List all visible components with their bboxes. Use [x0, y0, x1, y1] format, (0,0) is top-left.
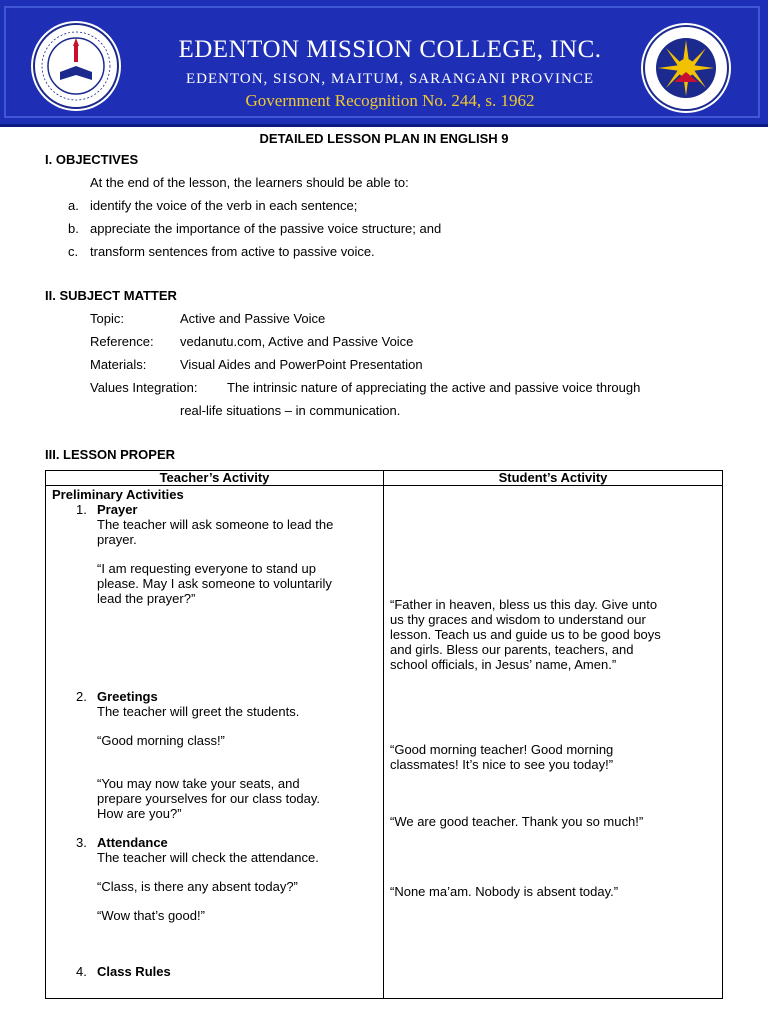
attendance-number: 3.	[76, 835, 87, 850]
objectives-heading: I. OBJECTIVES	[45, 152, 139, 167]
student-activity-header: Student’s Activity	[384, 471, 723, 486]
student-prayer-line5: school officials, in Jesus’ name, Amen.”	[390, 657, 617, 672]
greetings-title: Greetings	[97, 689, 158, 704]
student-prayer-line3: lesson. Teach us and guide us to be good boys	[390, 627, 661, 642]
values-integration-line2: real-life situations – in communication.	[180, 403, 401, 418]
lesson-proper-heading: III. LESSON PROPER	[45, 447, 176, 462]
objective-a-text: identify the voice of the verb in each sentence;	[90, 198, 358, 213]
preliminary-activities-label: Preliminary Activities	[52, 487, 184, 502]
subject-matter-heading: II. SUBJECT MATTER	[45, 288, 177, 303]
student-prayer-line4: and girls. Bless our parents, teachers, and	[390, 642, 634, 657]
document-title: DETAILED LESSON PLAN IN ENGLISH 9	[259, 131, 509, 146]
header-banner	[0, 0, 768, 127]
objective-a-marker: a.	[68, 198, 79, 213]
objective-c-text: transform sentences from active to passive voice.	[90, 244, 375, 259]
student-greeting-line2: classmates! It’s nice to see you today!”	[390, 757, 614, 772]
college-seal-icon	[30, 20, 122, 112]
ched-seal-icon	[640, 22, 732, 114]
student-greeting-line1: “Good morning teacher! Good morning	[390, 742, 614, 757]
prayer-quote-line1: “I am requesting everyone to stand up	[97, 561, 316, 576]
attendance-desc: The teacher will check the attendance.	[97, 850, 319, 865]
attendance-quote2: “Wow that’s good!”	[97, 908, 205, 923]
greetings-number: 2.	[76, 689, 87, 704]
greetings-quote: “Good morning class!”	[97, 733, 225, 748]
materials-label: Materials:	[90, 357, 147, 372]
greetings-quote2-line1: “You may now take your seats, and	[97, 776, 300, 791]
topic-label: Topic:	[90, 311, 124, 326]
class-rules-number: 4.	[76, 964, 87, 979]
attendance-title: Attendance	[97, 835, 168, 850]
prayer-title: Prayer	[97, 502, 138, 517]
prayer-number: 1.	[76, 502, 87, 517]
student-greeting-response: “We are good teacher. Thank you so much!”	[390, 814, 644, 829]
prayer-desc-line2: prayer.	[97, 532, 137, 547]
reference-label: Reference:	[90, 334, 154, 349]
teacher-activity-header: Teacher’s Activity	[46, 471, 384, 486]
greetings-quote2-line3: How are you?”	[97, 806, 182, 821]
lesson-table	[45, 470, 723, 999]
prayer-quote-line2: please. May I ask someone to voluntarily	[97, 576, 332, 591]
student-prayer-line1: “Father in heaven, bless us this day. Give unto	[390, 597, 658, 612]
values-integration-line1: The intrinsic nature of appreciating the active and passive voice through	[227, 380, 641, 395]
college-name: EDENTON MISSION COLLEGE, INC.	[178, 36, 602, 63]
attendance-quote: “Class, is there any absent today?”	[97, 879, 298, 894]
prayer-desc-line1: The teacher will ask someone to lead the	[97, 517, 334, 532]
reference-value: vedanutu.com, Active and Passive Voice	[180, 334, 414, 349]
government-recognition: Government Recognition No. 244, s. 1962	[245, 91, 535, 110]
student-attendance-response: “None ma’am. Nobody is absent today.”	[390, 884, 619, 899]
objectives-intro: At the end of the lesson, the learners should be able to:	[90, 175, 409, 190]
class-rules-title: Class Rules	[97, 964, 171, 979]
prayer-quote-line3: lead the prayer?”	[97, 591, 196, 606]
values-integration-label: Values Integration:	[90, 380, 198, 395]
materials-value: Visual Aides and PowerPoint Presentation	[180, 357, 423, 372]
student-activity-cell	[384, 486, 723, 999]
topic-value: Active and Passive Voice	[180, 311, 326, 326]
greetings-desc: The teacher will greet the students.	[97, 704, 300, 719]
objective-b-marker: b.	[68, 221, 79, 236]
objective-b-text: appreciate the importance of the passive voice structure; and	[90, 221, 442, 236]
objective-c-marker: c.	[68, 244, 79, 259]
teacher-activity-cell	[46, 486, 384, 999]
college-address: EDENTON, SISON, MAITUM, SARANGANI PROVINCE	[186, 71, 594, 87]
greetings-quote2-line2: prepare yourselves for our class today.	[97, 791, 321, 806]
student-prayer-line2: us thy graces and wisdom to understand our	[390, 612, 646, 627]
